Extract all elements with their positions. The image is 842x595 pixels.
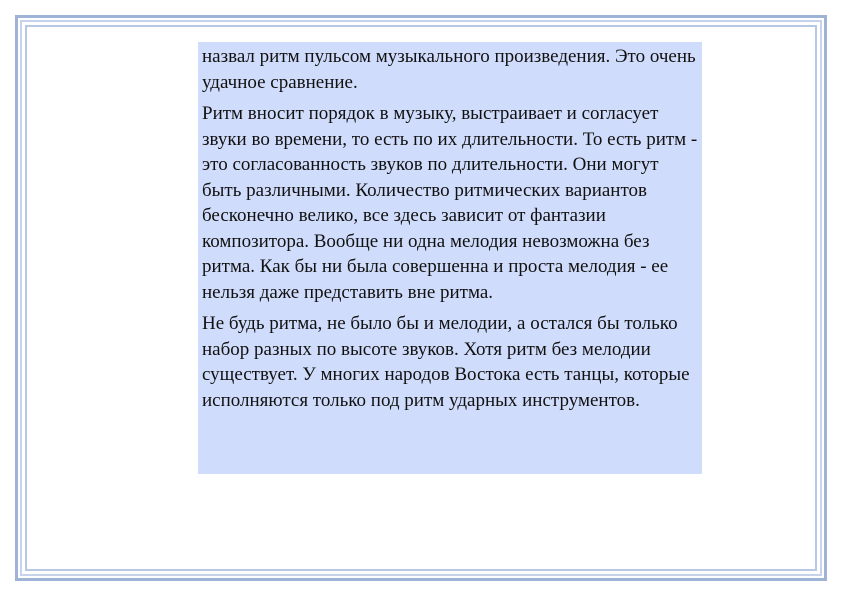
text-block [198,42,702,474]
paragraph-2: Ритм вносит порядок в музыку, выстраивает и согласует звуки во времени, то есть по их длительности. То есть ритм - это согласованность звуков по длительности. Они могут быть различными. Количество ритмических вариантов бесконечно велико, все здесь зависит от фантазии композитора. Вообще ни одна мелодия невозможна без ритма. Как бы ни была совершенна и проста мелодия - ее нельзя даже представить вне ритма. [202,103,698,303]
paragraph-1: назвал ритм пульсом музыкального произведения. Это очень удачное сравнение. [202,46,696,93]
paragraph-3: Не будь ритма, не было бы и мелодии, а остался бы только набор разных по высоте звуков. Хотя ритм без мелодии существует. У многих народов Востока есть танцы, которые исполняются только под ритм ударных инструментов. [202,313,690,411]
